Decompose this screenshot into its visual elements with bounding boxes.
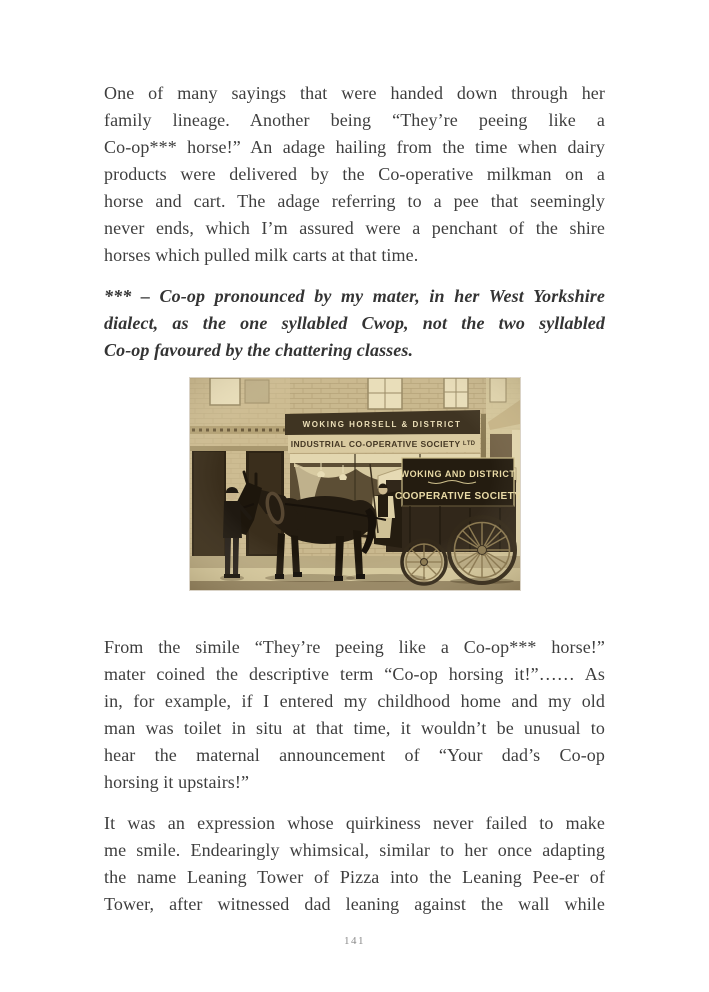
text-line: *** – Co-op pronounced by my mater, in her West Yorkshire [104, 286, 605, 306]
photo-vignette [190, 378, 520, 590]
text-line: in, for example, if I entered my childhood home and my old [104, 691, 605, 711]
text-line: horse and cart. The adage referring to a pee that seemingly [104, 191, 605, 211]
text-line: From the simile “They’re peeing like a Co-op*** horse!” [104, 637, 605, 657]
paragraph [104, 80, 605, 269]
text-line: Co-op*** horse!” An adage hailing from the time when dairy [104, 137, 605, 157]
paragraph [104, 810, 605, 918]
text-line: horsing it upstairs!” [104, 772, 250, 792]
text-line: Tower, after witnessed dad leaning against the wall while [104, 894, 605, 914]
page-number: 141 [344, 935, 365, 947]
text-line: One of many sayings that were handed down through her [104, 83, 605, 103]
text-line: horses which pulled milk carts at that time. [104, 245, 419, 265]
text-line: man was toilet in situ at that time, it wouldn’t be unusual to [104, 718, 605, 738]
text-line: family lineage. Another being “They’re peeing like a [104, 110, 605, 130]
text-line: It was an expression whose quirkiness never failed to make [104, 813, 605, 833]
text-line: never ends, which I’m assured were a penchant of the shire [104, 218, 605, 238]
paragraph [104, 283, 605, 364]
text-line: hear the maternal announcement of “Your dad’s Co-op [104, 745, 605, 765]
coop-cart-photo [190, 378, 520, 590]
text-line: products were delivered by the Co-operative milkman on a [104, 164, 605, 184]
text-line: Co-op favoured by the chattering classes. [104, 340, 414, 360]
text-line: the name Leaning Tower of Pizza into the Leaning Pee-er of [104, 867, 605, 887]
photo-figure [190, 378, 520, 590]
paragraph [104, 634, 605, 796]
text-line: me smile. Endearingly whimsical, similar to her once adapting [104, 840, 605, 860]
text-line: dialect, as the one syllabled Cwop, not the two syllabled [104, 313, 605, 333]
text-line: mater coined the descriptive term “Co-op horsing it!”…… As [104, 664, 605, 684]
